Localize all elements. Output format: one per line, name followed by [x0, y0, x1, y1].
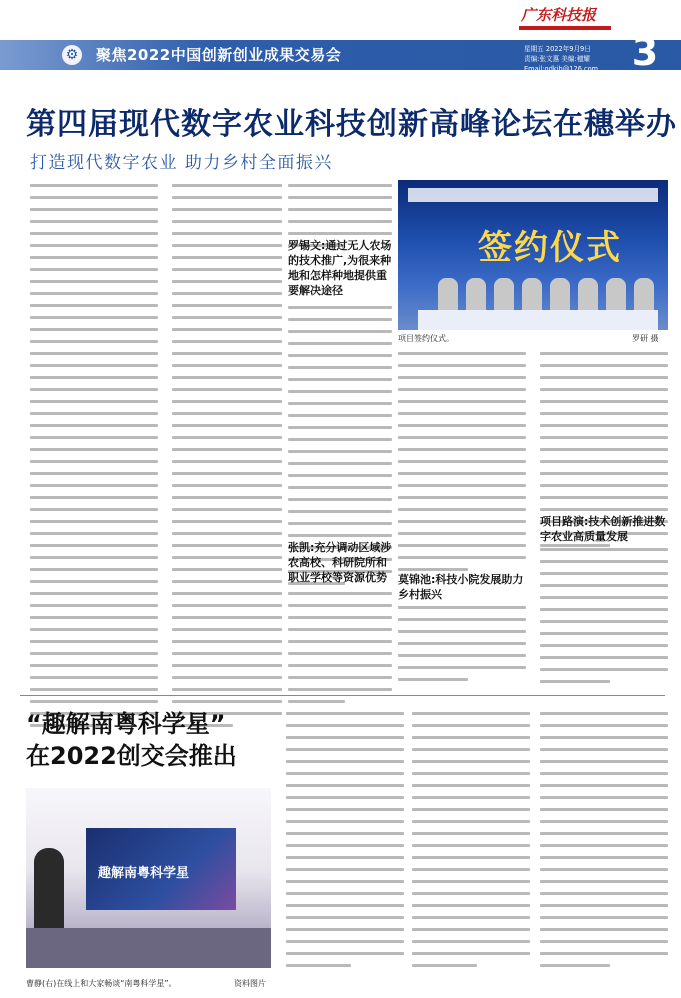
email: Email:gdkjb@126.com: [524, 65, 599, 73]
article2-headline-line1: “趣解南粤科学星”: [26, 710, 226, 738]
article1-column-4b: [398, 606, 526, 690]
subhead-luo-xiwen: 罗锡文:通过无人农场的技术推广,为很来种地和怎样种地提供重要解决途径: [288, 239, 392, 297]
article1-column-3c: [288, 592, 392, 712]
article2-photo-caption: 曹静(右)在线上和大家畅谈“南粤科学星”。: [26, 979, 177, 988]
photo-caption: 项目签约仪式。: [398, 334, 454, 343]
photo-screen: [86, 828, 236, 910]
newspaper-logo: 广东科技报: [521, 6, 597, 24]
article-divider: [20, 695, 665, 696]
main-subhead: 打造现代数字农业 助力乡村全面振兴: [30, 153, 333, 173]
science-talk-photo: [26, 788, 271, 968]
section-title: 聚焦2022中国创新创业成果交易会: [96, 46, 342, 64]
issue-meta: [524, 44, 598, 74]
photo-banner: [408, 188, 658, 202]
subhead-project-roadshow: 项目路演:技术创新推进数字农业高质量发展: [540, 515, 666, 543]
article2-column-3: [540, 712, 668, 976]
article2-headline-line2: 在2022创交会推出: [26, 742, 237, 770]
photo-screen-title: 趣解南粤科学星: [98, 866, 190, 881]
photo-credit: 罗研 摄: [632, 334, 659, 343]
signing-ceremony-photo: [398, 180, 668, 330]
logo-underline: [519, 26, 611, 30]
article2-headline: [26, 708, 237, 772]
subhead-mo-jinchi: 莫锦池:科技小院发展助力乡村振兴: [398, 573, 524, 601]
photo-audience: [26, 928, 271, 968]
gear-icon: ⚙: [62, 45, 82, 65]
photo-people: [438, 278, 648, 312]
page-number: 3: [631, 30, 659, 74]
article2-column-1: [286, 712, 404, 976]
article1-column-4: [398, 352, 526, 580]
article1-column-5b: [540, 548, 668, 692]
article1-column-2: [172, 184, 282, 736]
editor-credit: 责编:张文惠 美编:穗耀: [524, 55, 590, 63]
article1-column-1: [30, 184, 158, 736]
article2-column-2: [412, 712, 530, 976]
issue-date: 星期五 2022年9月9日: [524, 45, 591, 53]
photo-table: [418, 310, 658, 330]
main-headline: 第四届现代数字农业科技创新高峰论坛在穗举办: [26, 107, 677, 142]
article2-photo-credit: 资料图片: [234, 979, 266, 988]
photo-sign-text: 签约仪式: [478, 228, 622, 268]
subhead-zhang-kai: 张凯:充分调动区域涉农高校、科研院所和职业学校等资源优势: [288, 541, 392, 584]
page-header: [0, 0, 681, 82]
